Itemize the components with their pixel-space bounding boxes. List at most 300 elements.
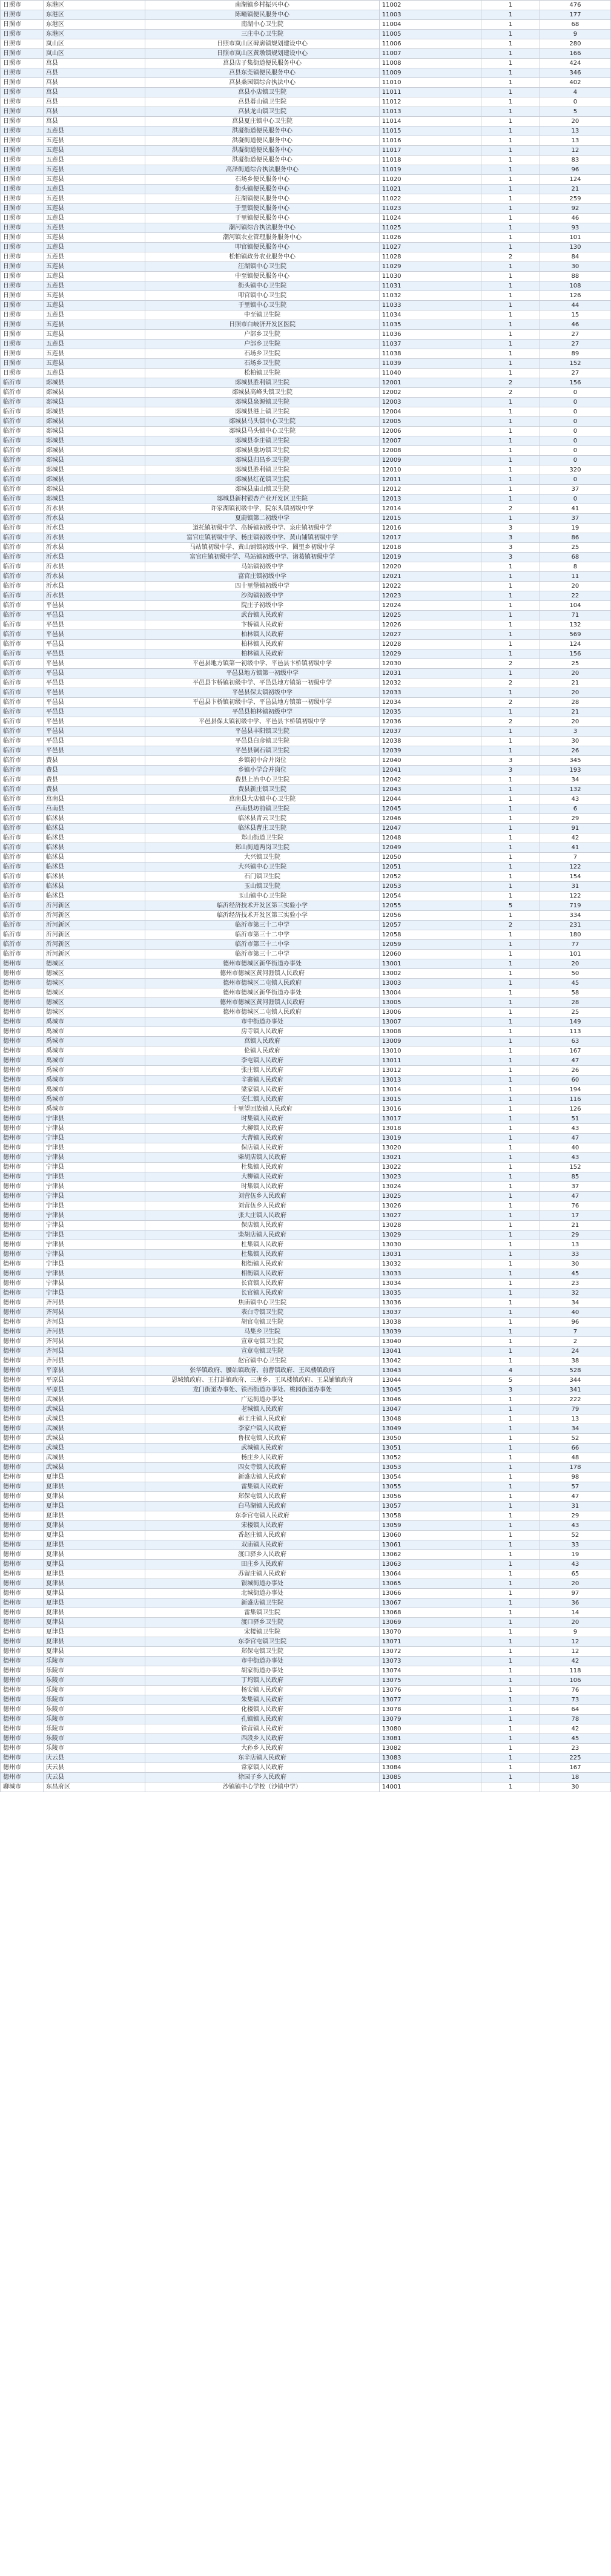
unit-cell: 于里镇中心卫生院 [145,301,379,310]
unit-cell: 松柏镇卫生院 [145,369,379,378]
city-cell: 日照市 [1,214,44,223]
quota-cell: 1 [481,1279,540,1289]
position-code-cell: 12017 [379,533,481,543]
applicants-cell: 26 [540,746,610,756]
applicants-cell: 149 [540,1017,610,1027]
district-cell: 五莲县 [43,136,145,146]
city-cell: 德州市 [1,1579,44,1589]
position-code-cell: 12015 [379,514,481,524]
district-cell: 夏津县 [43,1579,145,1589]
table-row [1,1289,611,1298]
quota-cell: 1 [481,853,540,862]
position-code-cell: 13063 [379,1560,481,1569]
applicants-cell: 73 [540,1695,610,1705]
applicants-cell: 78 [540,1715,610,1724]
table-row [1,1502,611,1511]
applicants-cell: 104 [540,601,610,611]
quota-cell: 1 [481,708,540,717]
city-cell: 德州市 [1,1376,44,1385]
city-cell: 德州市 [1,1114,44,1124]
district-cell: 五莲县 [43,223,145,233]
district-cell: 平邑县 [43,669,145,678]
table-row [1,669,611,678]
city-cell: 德州市 [1,1201,44,1211]
city-cell: 德州市 [1,1569,44,1579]
city-cell: 临沂市 [1,475,44,485]
city-cell: 德州市 [1,1473,44,1482]
district-cell: 郯城县 [43,446,145,456]
district-cell: 郯城县 [43,485,145,494]
unit-cell: 富官庄镇初级中学 [145,572,379,582]
applicants-cell: 118 [540,1666,610,1676]
unit-cell: 三庄中心卫生院 [145,30,379,39]
quota-cell: 1 [481,1453,540,1463]
city-cell: 德州市 [1,1598,44,1608]
table-row [1,436,611,446]
city-cell: 临沂市 [1,669,44,678]
table-row [1,1192,611,1201]
quota-cell: 1 [481,427,540,436]
city-cell: 临沂市 [1,562,44,572]
city-cell: 日照市 [1,78,44,88]
applicants-cell: 25 [540,543,610,553]
district-cell: 乐陵市 [43,1695,145,1705]
quota-cell: 1 [481,582,540,591]
district-cell: 夏津县 [43,1511,145,1521]
unit-cell: 石场乡卫生院 [145,349,379,359]
position-code-cell: 12039 [379,746,481,756]
table-row [1,1143,611,1153]
quota-cell: 1 [481,494,540,504]
district-cell: 平邑县 [43,737,145,746]
position-code-cell: 13057 [379,1502,481,1511]
city-cell: 日照市 [1,39,44,49]
position-code-cell: 11032 [379,291,481,301]
applicants-cell: 23 [540,1744,610,1753]
applicants-cell: 47 [540,1192,610,1201]
position-code-cell: 12006 [379,427,481,436]
city-cell: 德州市 [1,1405,44,1414]
unit-cell: 马站镇初级中学、黄山铺镇初级中学、圈里乡初级中学 [145,543,379,553]
table-row [1,1782,611,1792]
district-cell: 平邑县 [43,601,145,611]
applicants-cell: 43 [540,795,610,804]
quota-cell: 1 [481,1744,540,1753]
applicants-cell: 29 [540,1230,610,1240]
table-row [1,1066,611,1076]
city-cell: 临沂市 [1,494,44,504]
table-row [1,1395,611,1405]
quota-cell: 1 [481,1221,540,1230]
city-cell: 德州市 [1,1318,44,1327]
district-cell: 五莲县 [43,301,145,310]
unit-cell: 中至镇卫生院 [145,310,379,320]
unit-cell: 刘营伍乡人民政府 [145,1192,379,1201]
position-code-cell: 13066 [379,1589,481,1598]
position-code-cell: 14001 [379,1782,481,1792]
district-cell: 临沭县 [43,824,145,833]
quota-cell: 1 [481,1095,540,1105]
applicants-cell: 98 [540,1473,610,1482]
city-cell: 日照市 [1,252,44,262]
quota-cell: 1 [481,369,540,378]
unit-cell: 梁家镇人民政府 [145,1085,379,1095]
unit-cell: 平邑县卞桥镇初级中学、平邑县地方镇第一初级中学 [145,678,379,688]
position-code-cell: 12008 [379,446,481,456]
quota-cell: 1 [481,281,540,291]
position-code-cell: 12055 [379,901,481,911]
district-cell: 郯城县 [43,436,145,446]
position-code-cell: 13002 [379,969,481,979]
district-cell: 平邑县 [43,649,145,659]
position-code-cell: 11008 [379,59,481,68]
quota-cell: 1 [481,1240,540,1250]
table-row [1,1269,611,1279]
unit-cell: 龙门街道办事处、铁西街道办事处、桃园街道办事处 [145,1385,379,1395]
applicants-cell: 9 [540,1628,610,1637]
table-row [1,301,611,310]
position-code-cell: 11023 [379,204,481,214]
city-cell: 临沂市 [1,795,44,804]
table-row [1,117,611,126]
position-code-cell: 13077 [379,1695,481,1705]
table-row [1,1076,611,1085]
position-code-cell: 13048 [379,1414,481,1424]
applicants-cell: 231 [540,921,610,930]
applicants-cell: 45 [540,1734,610,1744]
applicants-cell: 320 [540,465,610,475]
position-code-cell: 13042 [379,1356,481,1366]
applicants-cell: 0 [540,398,610,407]
applicants-cell: 97 [540,1589,610,1598]
district-cell: 禹城市 [43,1095,145,1105]
quota-cell: 1 [481,1608,540,1618]
district-cell: 宁津县 [43,1153,145,1163]
quota-cell: 1 [481,243,540,252]
table-row [1,1598,611,1608]
district-cell: 五莲县 [43,126,145,136]
district-cell: 武城县 [43,1405,145,1414]
quota-cell: 1 [481,630,540,640]
table-row [1,979,611,988]
city-cell: 德州市 [1,1734,44,1744]
quota-cell: 1 [481,514,540,524]
position-code-cell: 13069 [379,1618,481,1628]
applicants-cell: 156 [540,378,610,388]
city-cell: 德州市 [1,1715,44,1724]
unit-cell: 北城街道办事处 [145,1589,379,1598]
unit-cell: 临沂市第三十二中学 [145,940,379,950]
district-cell: 东港区 [43,1,145,10]
district-cell: 禹城市 [43,1056,145,1066]
applicants-cell: 20 [540,959,610,969]
district-cell: 宁津县 [43,1172,145,1182]
district-cell: 沂河新区 [43,930,145,940]
position-code-cell: 13031 [379,1250,481,1260]
quota-cell: 1 [481,1531,540,1540]
city-cell: 德州市 [1,1124,44,1134]
city-cell: 日照市 [1,340,44,349]
applicants-cell: 42 [540,1724,610,1734]
city-cell: 临沂市 [1,456,44,465]
quota-cell: 1 [481,785,540,795]
unit-cell: 东辛店镇人民政府 [145,1753,379,1763]
district-cell: 莒南县 [43,804,145,814]
district-cell: 夏津县 [43,1628,145,1637]
position-code-cell: 12031 [379,669,481,678]
applicants-cell: 101 [540,950,610,959]
table-row [1,1424,611,1434]
position-code-cell: 13015 [379,1095,481,1105]
table-row [1,388,611,398]
applicants-cell: 68 [540,553,610,562]
applicants-cell: 132 [540,620,610,630]
city-cell: 德州市 [1,1008,44,1017]
quota-cell: 1 [481,1,540,10]
position-code-cell: 11028 [379,252,481,262]
unit-cell: 杨庄乡人民政府 [145,1453,379,1463]
district-cell: 五莲县 [43,310,145,320]
unit-cell: 大孙乡人民政府 [145,1744,379,1753]
table-row [1,136,611,146]
unit-cell: 辛寨镇人民政府 [145,1076,379,1085]
quota-cell: 1 [481,892,540,901]
quota-cell: 1 [481,872,540,882]
unit-cell: 临沂经济技术开发区第三实验小学 [145,901,379,911]
unit-cell: 保店镇人民政府 [145,1221,379,1230]
table-row [1,1521,611,1531]
quota-cell: 1 [481,49,540,59]
city-cell: 日照市 [1,165,44,175]
unit-cell: 香赵庄镇人民政府 [145,1531,379,1540]
city-cell: 临沂市 [1,892,44,901]
applicants-cell: 154 [540,872,610,882]
unit-cell: 武城镇人民政府 [145,1444,379,1453]
city-cell: 日照市 [1,359,44,369]
district-cell: 沂河新区 [43,921,145,930]
quota-cell: 1 [481,1569,540,1579]
city-cell: 日照市 [1,59,44,68]
table-row [1,1434,611,1444]
position-code-cell: 11007 [379,49,481,59]
table-row [1,833,611,843]
applicants-cell: 68 [540,20,610,30]
table-row [1,107,611,117]
city-cell: 临沂市 [1,853,44,862]
table-row [1,378,611,388]
position-code-cell: 13027 [379,1211,481,1221]
table-row [1,1134,611,1143]
position-code-cell: 12046 [379,814,481,824]
applicants-cell: 41 [540,843,610,853]
district-cell: 乐陵市 [43,1734,145,1744]
unit-cell: 徐园子乡人民政府 [145,1773,379,1782]
city-cell: 德州市 [1,1085,44,1095]
position-code-cell: 13062 [379,1550,481,1560]
unit-cell: 十里望回族镇人民政府 [145,1105,379,1114]
position-code-cell: 13029 [379,1230,481,1240]
city-cell: 日照市 [1,233,44,243]
district-cell: 五莲县 [43,359,145,369]
quota-cell: 1 [481,146,540,156]
quota-cell: 1 [481,436,540,446]
position-code-cell: 13054 [379,1473,481,1482]
district-cell: 宁津县 [43,1250,145,1260]
district-cell: 五莲县 [43,165,145,175]
unit-cell: 郯城县庙山镇卫生院 [145,485,379,494]
position-code-cell: 12007 [379,436,481,446]
quota-cell: 1 [481,485,540,494]
quota-cell: 1 [481,1037,540,1046]
district-cell: 夏津县 [43,1589,145,1598]
table-row [1,1705,611,1715]
city-cell: 德州市 [1,1540,44,1550]
quota-cell: 3 [481,766,540,775]
position-code-cell: 11019 [379,165,481,175]
district-cell: 齐河县 [43,1347,145,1356]
district-cell: 郯城县 [43,465,145,475]
quota-cell: 2 [481,378,540,388]
city-cell: 德州市 [1,1434,44,1444]
quota-cell: 1 [481,882,540,892]
district-cell: 禹城市 [43,1066,145,1076]
city-cell: 聊城市 [1,1782,44,1792]
district-cell: 平邑县 [43,746,145,756]
applicants-cell: 194 [540,1085,610,1095]
district-cell: 乐陵市 [43,1724,145,1734]
city-cell: 临沂市 [1,921,44,930]
table-row [1,427,611,436]
table-row [1,921,611,930]
city-cell: 日照市 [1,291,44,301]
unit-cell: 渡口驿乡人民政府 [145,1550,379,1560]
city-cell: 日照市 [1,175,44,185]
city-cell: 德州市 [1,969,44,979]
position-code-cell: 12018 [379,543,481,553]
district-cell: 宁津县 [43,1192,145,1201]
position-code-cell: 13083 [379,1753,481,1763]
quota-cell: 1 [481,1579,540,1589]
quota-cell: 1 [481,272,540,281]
district-cell: 莒县 [43,97,145,107]
city-cell: 德州市 [1,1560,44,1569]
position-code-cell: 11013 [379,107,481,117]
city-cell: 德州市 [1,1134,44,1143]
district-cell: 费县 [43,785,145,795]
city-cell: 临沂市 [1,843,44,853]
district-cell: 临沭县 [43,872,145,882]
quota-cell: 1 [481,1715,540,1724]
district-cell: 沂河新区 [43,901,145,911]
city-cell: 德州市 [1,1250,44,1260]
unit-cell: 临沂经济技术开发区第三实验小学 [145,911,379,921]
city-cell: 临沂市 [1,688,44,698]
applicants-cell: 27 [540,369,610,378]
table-row [1,775,611,785]
city-cell: 德州市 [1,1724,44,1734]
city-cell: 德州市 [1,959,44,969]
table-row [1,1405,611,1414]
applicants-cell: 63 [540,1037,610,1046]
table-row [1,1628,611,1637]
table-row [1,1124,611,1134]
district-cell: 沂水县 [43,504,145,514]
quota-cell: 1 [481,620,540,630]
city-cell: 德州市 [1,1260,44,1269]
table-row [1,194,611,204]
unit-cell: 表白寺镇卫生院 [145,1308,379,1318]
table-row [1,1657,611,1666]
unit-cell: 德州市德城区黄河涯镇人民政府 [145,998,379,1008]
position-code-cell: 11020 [379,175,481,185]
table-row [1,146,611,156]
table-row [1,485,611,494]
district-cell: 夏津县 [43,1598,145,1608]
applicants-cell: 41 [540,504,610,514]
unit-cell: 莒县小店镇卫生院 [145,88,379,97]
unit-cell: 苏留庄镇人民政府 [145,1569,379,1579]
table-row [1,1724,611,1734]
table-row [1,456,611,465]
table-row [1,233,611,243]
table-row [1,766,611,775]
district-cell: 庆云县 [43,1753,145,1763]
unit-cell: 洪凝街道便民服务中心 [145,146,379,156]
city-cell: 德州市 [1,1182,44,1192]
applicants-cell: 14 [540,1608,610,1618]
table-row [1,88,611,97]
position-code-cell: 13080 [379,1724,481,1734]
city-cell: 德州市 [1,1589,44,1598]
applicants-cell: 42 [540,1657,610,1666]
table-row [1,698,611,708]
table-row [1,340,611,349]
position-code-cell: 11029 [379,262,481,272]
applicants-cell: 13 [540,126,610,136]
quota-cell: 1 [481,1008,540,1017]
city-cell: 日照市 [1,126,44,136]
quota-cell: 1 [481,1647,540,1657]
unit-cell: 老城镇人民政府 [145,1405,379,1414]
applicants-cell: 122 [540,892,610,901]
city-cell: 临沂市 [1,465,44,475]
applicants-cell: 20 [540,582,610,591]
quota-cell: 1 [481,10,540,20]
table-row [1,1763,611,1773]
applicants-cell: 27 [540,340,610,349]
table-row [1,1240,611,1250]
unit-cell: 新盛店镇卫生院 [145,1598,379,1608]
quota-cell: 1 [481,1734,540,1744]
city-cell: 日照市 [1,30,44,39]
applicants-cell: 40 [540,1308,610,1318]
quota-cell: 1 [481,30,540,39]
city-cell: 德州市 [1,979,44,988]
table-row [1,843,611,853]
quota-cell: 1 [481,107,540,117]
district-cell: 五莲县 [43,252,145,262]
table-row [1,1298,611,1308]
unit-cell: 四女寺镇人民政府 [145,1463,379,1473]
applicants-cell: 344 [540,1376,610,1385]
table-row [1,494,611,504]
position-code-cell: 13008 [379,1027,481,1037]
applicants-cell: 0 [540,427,610,436]
applicants-cell: 45 [540,1269,610,1279]
city-cell: 德州市 [1,1298,44,1308]
quota-cell: 1 [481,340,540,349]
district-cell: 齐河县 [43,1356,145,1366]
